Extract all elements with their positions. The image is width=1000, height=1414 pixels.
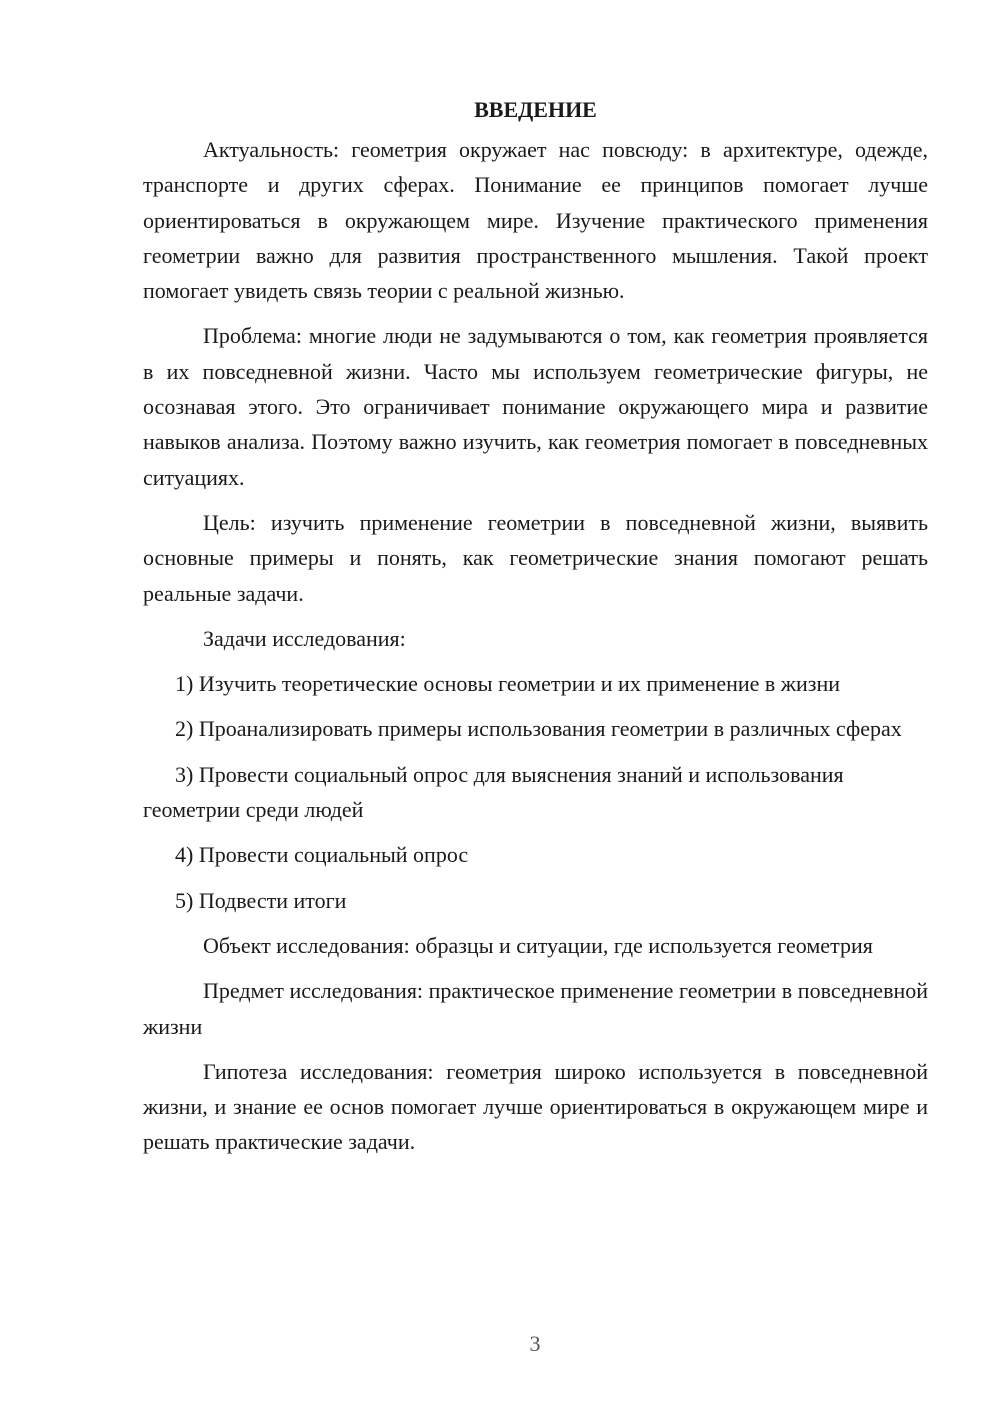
paragraph-subject: Предмет исследования: практическое применение геометрии в повседневной жизни (143, 978, 928, 1039)
task-item-5: 5) Подвести итоги (175, 887, 347, 913)
paragraph-relevance: Актуальность: геометрия окружает нас повсюду: в архитектуре, одежде, транспорте и других сферах. Понимание ее принципов помогает лучше ориентироваться в окружающем мире. Изучение практического применения геометрии важно для развития пространственного мышления. Такой проект помогает увидеть связь теории с реальной жизнью. (143, 137, 928, 304)
task-item-4: 4) Провести социальный опрос (175, 842, 469, 868)
page-number: 3 (529, 1331, 541, 1356)
paragraph-hypothesis: Гипотеза исследования: геометрия широко используется в повседневной жизни, и знание ее основ помогает лучше ориентироваться в окружающем мире и решать практические задачи. (143, 1058, 928, 1155)
paragraph-problem: Проблема: многие люди не задумываются о том, как геометрия проявляется в их повседневной жизни. Часто мы используем геометрические фигуры, не осознавая этого. Это ограничивает понимание окружающего мира и развитие навыков анализа. Поэтому важно изучить, как геометрия помогает в повседневных ситуациях. (143, 323, 928, 490)
task-item-3: 3) Провести социальный опрос для выяснения знаний и использования геометрии среди людей (143, 761, 844, 823)
page-title: ВВЕДЕНИЕ (474, 97, 597, 122)
task-item-1: 1) Изучить теоретические основы геометрии и их применение в жизни (175, 671, 841, 697)
document-page (143, 92, 928, 1170)
paragraph-goal: Цель: изучить применение геометрии в повседневной жизни, выявить основные примеры и понять, как геометрические знания помогают решать реальные задачи. (143, 509, 928, 606)
tasks-heading: Задачи исследования: (203, 625, 406, 651)
task-item-2: 2) Проанализировать примеры использования геометрии в различных сферах (175, 716, 902, 742)
paragraph-object: Объект исследования: образцы и ситуации, где используется геометрия (203, 932, 873, 958)
